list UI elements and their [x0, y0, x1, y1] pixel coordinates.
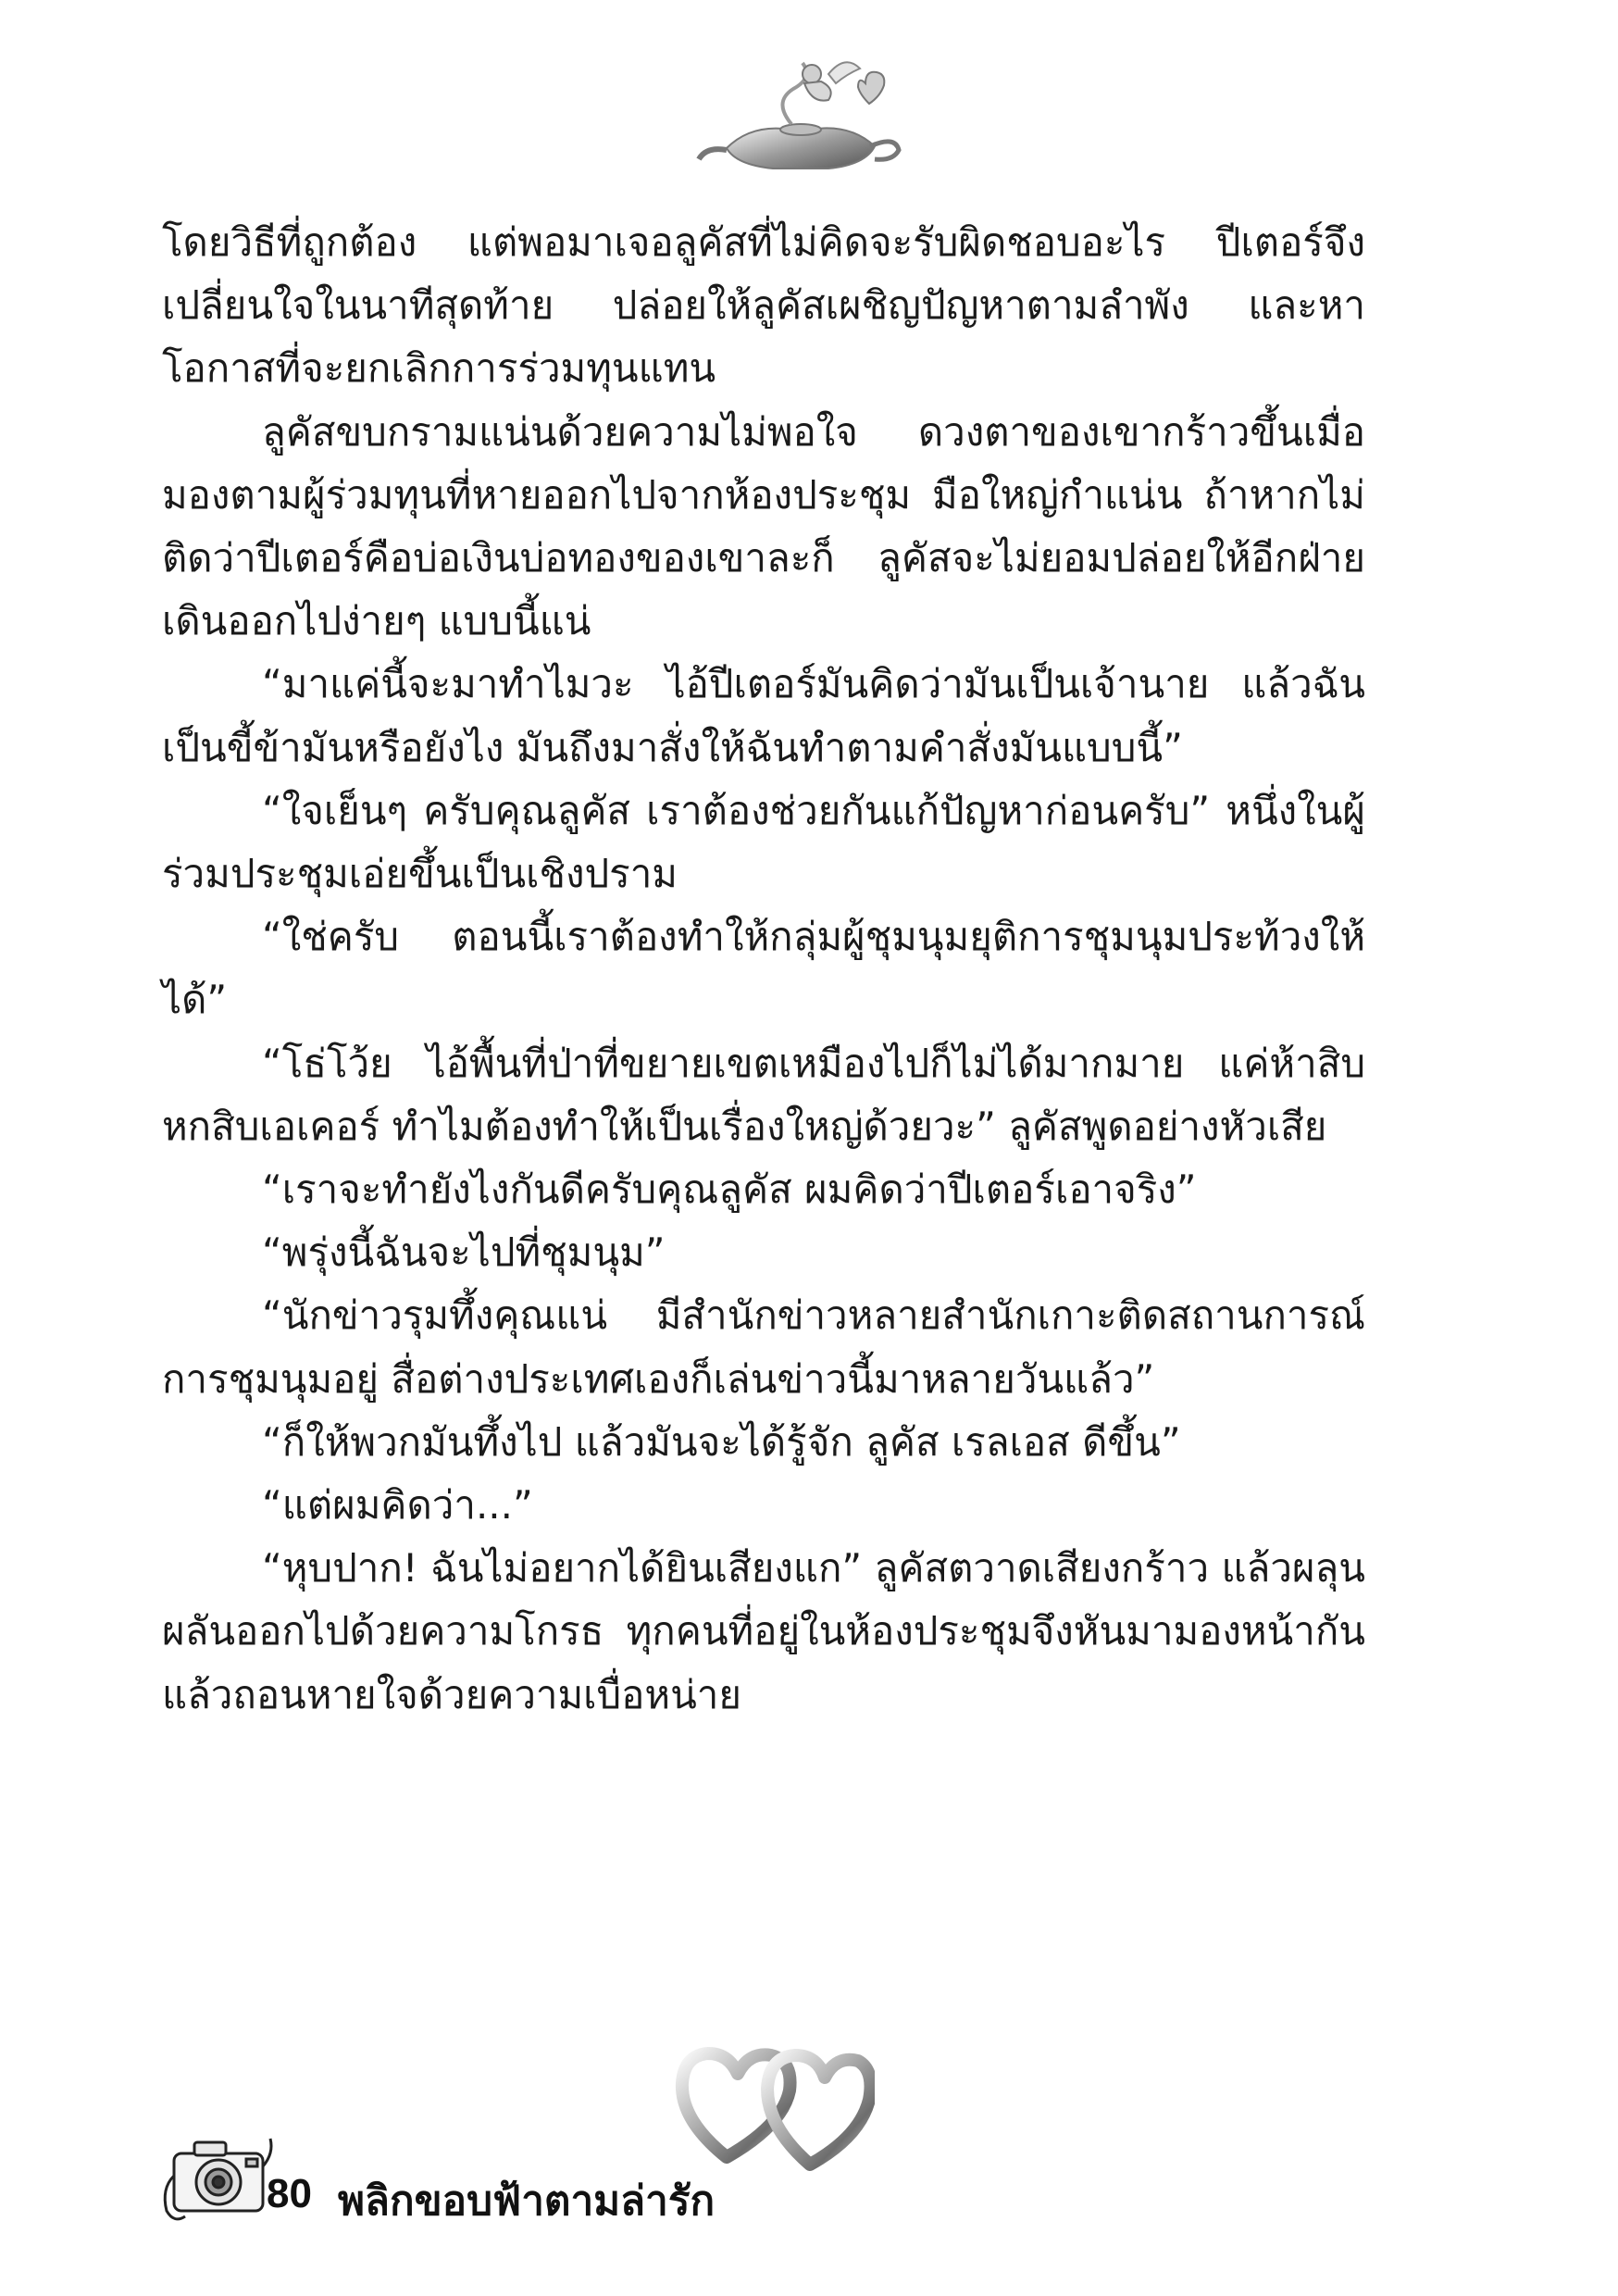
- camera-icon: [157, 2120, 278, 2231]
- paragraph: โดยวิธีที่ถูกต้อง แต่พอมาเจอลูคัสที่ไม่คิดจะรับผิดชอบอะไร ปีเตอร์จึงเปลี่ยนใจในนาทีสุดท้าย ปล่อยให้ลูคัสเผชิญปัญหาตามลำพัง และหาโอกาสที่จะยกเลิกการร่วมทุนแทน: [162, 219, 1365, 392]
- dialogue-paragraph: “นักข่าวรุมทึ้งคุณแน่ มีสำนักข่าวหลายสำนักเกาะติดสถานการณ์การชุมนุมอยู่ สื่อต่างประเทศเองก็เล่นข่าวนี้มาหลายวันแล้ว”: [162, 1292, 1365, 1402]
- chapter-body: [162, 211, 1365, 1727]
- dialogue-paragraph: “เราจะทำยังไงกันดีครับคุณลูคัส ผมคิดว่าปีเตอร์เอาจริง”: [262, 1167, 1197, 1213]
- dialogue-paragraph: “โธ่โว้ย ไอ้พื้นที่ป่าที่ขยายเขตเหมืองไปก็ไม่ได้มากมาย แค่ห้าสิบหกสิบเอเคอร์ ทำไมต้องทำให้เป็นเรื่องใหญ่ด้วยวะ” ลูคัสพูดอย่างหัวเสีย: [162, 1040, 1365, 1149]
- cupid-teapot-ornament-icon: [690, 46, 912, 185]
- dialogue-paragraph: “ใช่ครับ ตอนนี้เราต้องทำให้กลุ่มผู้ชุมนุมยุติการชุมนุมประท้วงให้ได้”: [162, 914, 1365, 1023]
- book-title: พลิกขอบฟ้าตามล่ารัก: [338, 2177, 716, 2225]
- page-number: 80: [267, 2171, 312, 2216]
- dialogue-paragraph: “หุบปาก! ฉันไม่อยากได้ยินเสียงแก” ลูคัสตวาดเสียงกร้าว แล้วผลุนผลันออกไปด้วยความโกรธ ทุกคนที่อยู่ในห้องประชุมจึงหันมามองหน้ากัน แล้วถอนหายใจด้วยความเบื่อหน่าย: [162, 1545, 1365, 1717]
- page-footer: [157, 2120, 990, 2240]
- dialogue-paragraph: “พรุ่งนี้ฉันจะไปที่ชุมนุม”: [262, 1229, 666, 1276]
- paragraph: ลูคัสขบกรามแน่นด้วยความไม่พอใจ ดวงตาของเขากร้าวขึ้นเมื่อมองตามผู้ร่วมทุนที่หายออกไปจากห้องประชุม มือใหญ่กำแน่น ถ้าหากไม่ติดว่าปีเตอร์คือบ่อเงินบ่อทองของเขาละก็ ลูคัสจะไม่ยอมปล่อยให้อีกฝ่ายเดินออกไปง่ายๆ แบบนี้แน่: [162, 408, 1365, 644]
- dialogue-paragraph: “ใจเย็นๆ ครับคุณลูคัส เราต้องช่วยกันแก้ปัญหาก่อนครับ” หนึ่งในผู้ร่วมประชุมเอ่ยขึ้นเป็นเชิงปราม: [162, 787, 1365, 897]
- dialogue-paragraph: “มาแค่นี้จะมาทำไมวะ ไอ้ปีเตอร์มันคิดว่ามันเป็นเจ้านาย แล้วฉันเป็นขี้ข้ามันหรือยังไง มันถึงมาสั่งให้ฉันทำตามคำสั่งมันแบบนี้”: [162, 661, 1365, 770]
- dialogue-paragraph: “แต่ผมคิดว่า...”: [262, 1482, 533, 1529]
- dialogue-paragraph: “ก็ให้พวกมันทึ้งไป แล้วมันจะได้รู้จัก ลูคัส เรลเอส ดีขึ้น”: [262, 1418, 1181, 1465]
